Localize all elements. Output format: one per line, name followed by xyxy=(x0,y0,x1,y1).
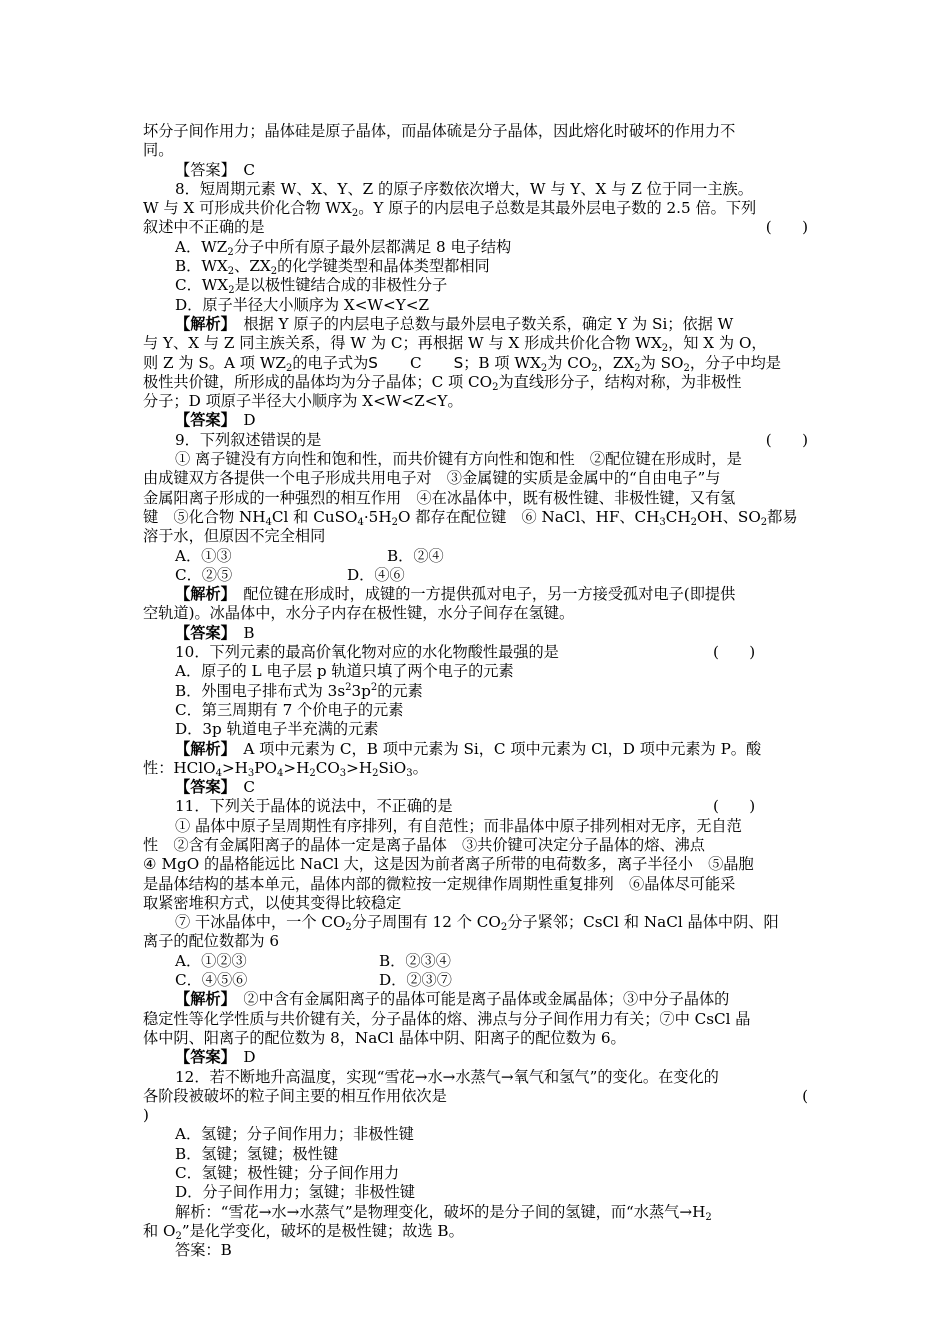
q9-statements: 键 ⑤化合物 $NH_4Cl$ 和 $CuSO_4\cdot 5H_2O$ 都存在配位键 ⑥ NaCl、HF、$CH_3CH_2OH$、$SO_2$都易 xyxy=(143,507,798,528)
answer-label: 【答案】 xyxy=(175,623,229,642)
q12-answer: 答案：B xyxy=(175,1241,232,1260)
q10-answer: 【答案】 C xyxy=(175,778,255,797)
q9-answer: 【答案】 B xyxy=(175,623,255,642)
q11-options-row xyxy=(143,971,808,990)
q9-statements: 由成键双方各提供一个电子形成共用电子对 ③金属键的实质是金属中的“自由电子”与 xyxy=(143,469,721,488)
q10-analysis: 【解析】 A 项中元素为 C，B 项中元素为 Si，C 项中元素为 Cl，D 项中元素为 P。酸 xyxy=(175,739,762,758)
q11-statements: ① 晶体中原子呈周期性有序排列，有自范性；而非晶体中原子排列相对无序，无自范 xyxy=(175,816,742,835)
q9-option-c: C．②⑤ xyxy=(175,565,233,584)
analysis-label: 【解析】 xyxy=(175,990,229,1009)
q11-statements: ⑦ 干冰晶体中，一个 $CO_2$分子周围有 12 个 $CO_2$分子紧邻；CsCl 和 NaCl 晶体中阴、阳 xyxy=(175,913,779,934)
q8-analysis: 与 Y、X 与 Z 同主族关系，得 W 为 C；再根据 W 与 X 形成共价化合物 $WX_2$，知 X 为 O， xyxy=(143,334,767,355)
q8-analysis: 【解析】 根据 Y 原子的内层电子总数与最外层电子数关系，确定 Y 为 Si；依据 W xyxy=(175,314,734,333)
q9-statements: ① 离子键没有方向性和饱和性，而共价键有方向性和饱和性 ②配位键在形成时，是 xyxy=(175,450,742,469)
answer-bracket-close: ) xyxy=(143,1106,149,1125)
q11-stem: 11．下列关于晶体的说法中，不正确的是 ( ) xyxy=(175,797,756,816)
q10-option-d: D．3p 轨道电子半充满的元素 xyxy=(175,720,379,739)
q8-stem: 叙述中不正确的是 ( ) xyxy=(143,218,808,237)
q7-text-line: 坏分子间作用力；晶体硅是原子晶体，而晶体硫是分子晶体，因此熔化时破坏的作用力不 xyxy=(143,122,736,140)
q11-option-a: A．①②③ xyxy=(175,951,247,970)
q10-stem: 10．下列元素的最高价氧化物对应的水化物酸性最强的是 ( ) xyxy=(175,643,756,662)
q9-options-row xyxy=(143,547,808,566)
q11-statements: 离子的配位数都为 6 xyxy=(143,932,279,951)
q8-option-a: A．$WZ_2$分子中所有原子最外层都满足 8 电子结构 xyxy=(175,237,512,258)
q12-option-a: A．氢键；分子间作用力；非极性键 xyxy=(175,1125,414,1144)
analysis-label: 【解析】 xyxy=(175,314,229,333)
answer-label: 【答案】 xyxy=(175,160,229,179)
q9-analysis: 【解析】 配位键在形成时，成键的一方提供孤对电子，另一方接受孤对电子(即提供 xyxy=(175,585,736,604)
q11-analysis: 体中阴、阳离子的配位数为 8，NaCl 晶体中阴、阳离子的配位数为 6。 xyxy=(143,1028,626,1047)
analysis-label: 【解析】 xyxy=(175,739,229,758)
q11-option-b: B．②③④ xyxy=(379,951,451,970)
q8-option-c: C．$WX_2$是以极性键结合成的非极性分子 xyxy=(175,276,448,297)
q12-option-d: D．分子间作用力；氢键；非极性键 xyxy=(175,1183,415,1202)
answer-label: 【答案】 xyxy=(175,1048,229,1067)
q8-answer: 【答案】 D xyxy=(175,411,256,430)
q9-stem: 9．下列叙述错误的是 ( ) xyxy=(175,430,808,449)
q8-stem: 8．短周期元素 W、X、Y、Z 的原子序数依次增大，W 与 Y、X 与 Z 位于同一主族。 xyxy=(175,179,753,198)
q11-statements: ④ MgO 的晶格能远比 NaCl 大，这是因为前者离子所带的电荷数多，离子半径小 ⑤晶胞 xyxy=(143,855,754,874)
q11-statements: 性 ②含有金属阳离子的晶体一定是离子晶体 ③共价键可决定分子晶体的熔、沸点 xyxy=(143,835,705,854)
q12-stem: 12．若不断地升高温度，实现“雪花→水→水蒸气→氧气和氢气”的变化。在变化的 xyxy=(175,1067,719,1086)
q9-option-b: B．②④ xyxy=(387,546,444,565)
q11-option-c: C．④⑤⑥ xyxy=(175,971,248,990)
q9-statements: 金属阳离子形成的一种强烈的相互作用 ④在冰晶体中，既有极性键、非极性键，又有氢 xyxy=(143,488,736,507)
q7-answer: 【答案】 C xyxy=(175,160,255,179)
q9-option-a: A．①③ xyxy=(175,546,232,565)
answer-bracket: ( ) xyxy=(765,430,808,449)
q12-option-b: B．氢键；氢键；极性键 xyxy=(175,1144,339,1163)
q12-analysis: 和 $O_2$”是化学变化，破坏的是极性键；故选 B。 xyxy=(143,1221,464,1242)
q9-analysis: 空轨道)。冰晶体中，水分子内存在极性键，水分子间存在氢键。 xyxy=(143,604,575,623)
q8-option-b: B．$WX_2$、$ZX_2$的化学键类型和晶体类型都相同 xyxy=(175,257,490,278)
q10-option-a: A．原子的 L 电子层 p 轨道只填了两个电子的元素 xyxy=(175,662,514,681)
analysis-label: 【解析】 xyxy=(175,585,229,604)
answer-bracket: ( ) xyxy=(765,218,808,237)
answer-label: 【答案】 xyxy=(175,411,229,430)
answer-bracket: ( ) xyxy=(713,797,756,816)
q8-option-d: D．原子半径大小顺序为 X<W<Y<Z xyxy=(175,295,430,314)
answer-label: 【答案】 xyxy=(175,778,229,797)
q9-options-row xyxy=(143,566,808,585)
q11-analysis: 【解析】 ②中含有金属阳离子的晶体可能是离子晶体或金属晶体；③中分子晶体的 xyxy=(175,990,730,1009)
q10-option-b: B．外围电子排布式为 $3s^23p^2$的元素 xyxy=(175,681,423,700)
q12-stem: 各阶段被破坏的粒子间主要的相互作用依次是 ( xyxy=(143,1086,808,1105)
q11-option-d: D．②③⑦ xyxy=(379,971,452,990)
q9-option-d: D．④⑥ xyxy=(347,565,405,584)
q9-statements: 溶于水，但原因不完全相同 xyxy=(143,527,326,546)
q11-analysis: 稳定性等化学性质与共价键有关，分子晶体的熔、沸点与分子间作用力有关；⑦中 CsCl 晶 xyxy=(143,1009,751,1028)
q11-statements: 是晶体结构的基本单元，晶体内部的微粒按一定规律作周期性重复排列 ⑥晶体尽可能采 xyxy=(143,874,736,893)
q8-analysis: 分子；D 项原子半径大小顺序为 X<W<Z<Y。 xyxy=(143,392,463,411)
q11-options-row xyxy=(143,952,808,971)
q12-analysis: 解析：“雪花→水→水蒸气”是物理变化，破坏的是分子间的氢键，而“水蒸气$\to H_2$ xyxy=(175,1202,712,1223)
q8-stem: W 与 X 可形成共价化合物 $WX_2$。Y 原子的内层电子总数是其最外层电子数的 2.5 倍。下列 xyxy=(143,199,757,220)
q11-answer: 【答案】 D xyxy=(175,1048,256,1067)
q8-analysis: 极性共价键，所形成的晶体均为分子晶体；C 项 $CO_2$为直线形分子，结构对称，为非极性 xyxy=(143,372,742,393)
answer-bracket-open: ( xyxy=(802,1086,808,1105)
q10-analysis: 性：$HClO_4>H_3PO_4>H_2CO_3>H_2SiO_3$。 xyxy=(143,758,428,779)
q12-option-c: C．氢键；极性键；分子间作用力 xyxy=(175,1164,400,1183)
q7-text-line: 同。 xyxy=(143,141,174,160)
q11-statements: 取紧密堆积方式，以使其变得比较稳定 xyxy=(143,893,402,912)
answer-bracket: ( ) xyxy=(713,643,756,662)
q10-option-c: C．第三周期有 7 个价电子的元素 xyxy=(175,700,404,719)
document-page xyxy=(143,122,808,1261)
q8-analysis: 则 Z 为 S。A 项 $WZ_2$的电子式为S C S；B 项 $WX_2$为 $CO_2$，$ZX_2$为 $SO_2$，分子中均是 xyxy=(143,353,781,374)
